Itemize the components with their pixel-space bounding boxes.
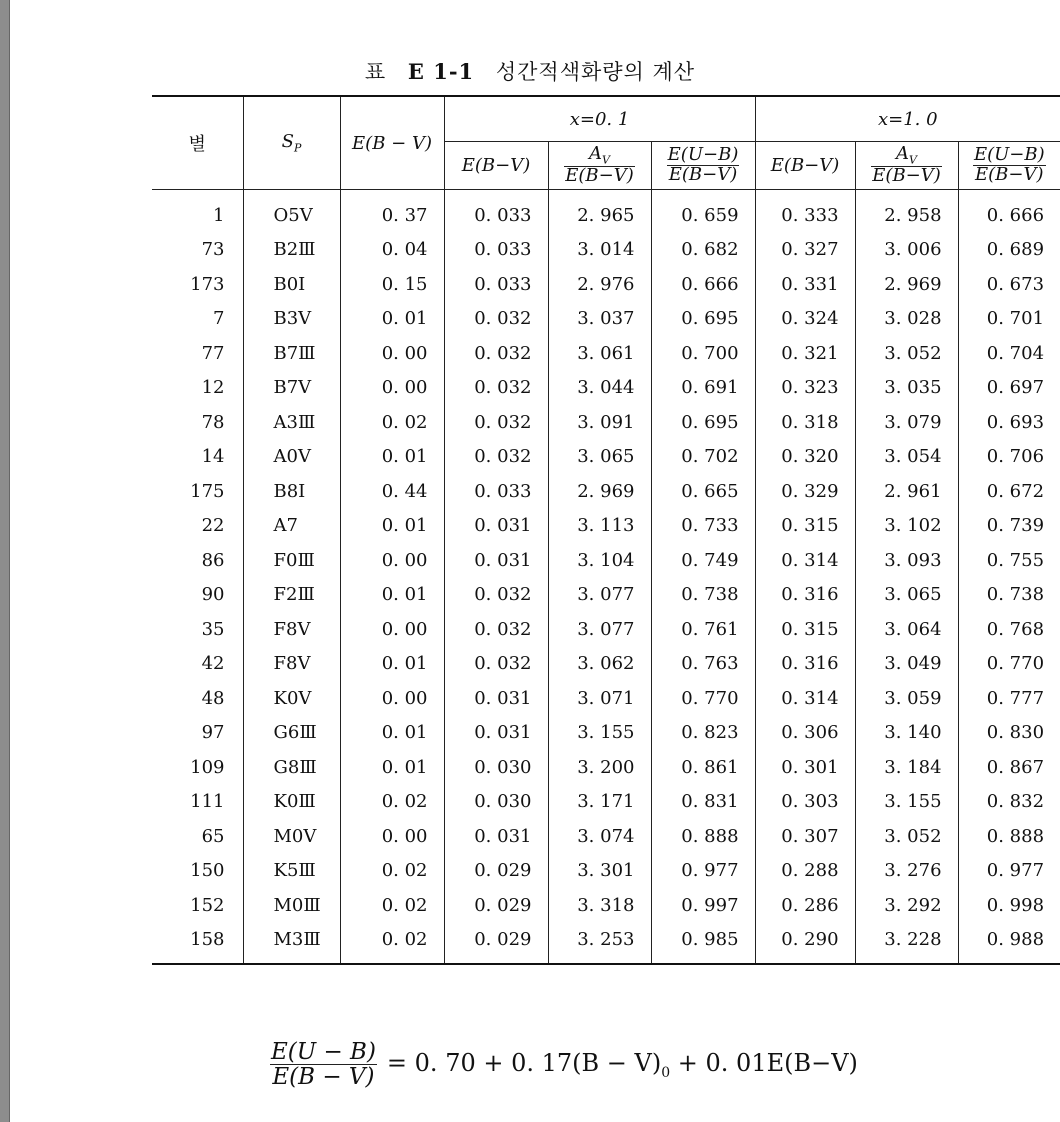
cell-x01-ebv: 0. 033 <box>444 233 548 268</box>
cell-x01-eub-ratio: 0. 682 <box>651 233 755 268</box>
cell-x10-ebv: 0. 301 <box>755 750 855 785</box>
formula-fraction <box>270 1040 377 1089</box>
cell-x10-av-ratio: 3. 276 <box>855 854 958 889</box>
cell-x01-eub-ratio: 0. 831 <box>651 785 755 820</box>
cell-ebv: 0. 02 <box>340 785 444 820</box>
cell-x01-ebv: 0. 033 <box>444 267 548 302</box>
formula-rhs-main: = 0. 70 + 0. 17(B − V) <box>386 1048 662 1077</box>
cell-x01-av-ratio: 3. 200 <box>548 750 651 785</box>
cell-star: 97 <box>201 722 225 744</box>
cell-x01-eub-ratio: 0. 761 <box>651 612 755 647</box>
cell-star: 77 <box>201 342 225 364</box>
cell-star: 7 <box>213 308 225 330</box>
table-row <box>152 681 1060 716</box>
cell-sp: B0Ⅰ <box>243 267 340 302</box>
cell-ebv: 0. 00 <box>340 612 444 647</box>
cell-x01-ebv: 0. 031 <box>444 543 548 578</box>
cell-sp: M3Ⅲ <box>243 923 340 965</box>
cell-star: 86 <box>201 549 225 571</box>
cell-x10-eub-ratio: 0. 689 <box>958 233 1060 268</box>
cell-sp: K0V <box>243 681 340 716</box>
cell-x01-ebv: 0. 032 <box>444 440 548 475</box>
cell-sp: F8V <box>243 612 340 647</box>
cell-x01-av-ratio: 3. 061 <box>548 336 651 371</box>
cell-x10-av-ratio: 2. 961 <box>855 474 958 509</box>
cell-star: 173 <box>190 273 225 295</box>
cell-x10-eub-ratio: 0. 888 <box>958 819 1060 854</box>
cell-x10-eub-ratio: 0. 830 <box>958 716 1060 751</box>
cell-x01-av-ratio: 2. 976 <box>548 267 651 302</box>
cell-x10-av-ratio: 3. 006 <box>855 233 958 268</box>
cell-x10-eub-ratio: 0. 777 <box>958 681 1060 716</box>
cell-x10-ebv: 0. 286 <box>755 888 855 923</box>
cell-x10-ebv: 0. 303 <box>755 785 855 820</box>
cell-x10-av-ratio: 3. 054 <box>855 440 958 475</box>
table-row <box>152 509 1060 544</box>
cell-sp: B8Ⅰ <box>243 474 340 509</box>
cell-x10-eub-ratio: 0. 867 <box>958 750 1060 785</box>
table-row <box>152 233 1060 268</box>
cell-star: 12 <box>201 377 225 399</box>
cell-star: 42 <box>201 653 225 675</box>
table-caption <box>0 56 1060 86</box>
cell-sp: O5V <box>243 190 340 233</box>
cell-star: 78 <box>201 411 225 433</box>
header-ebv-x10: E(B−V) <box>755 142 855 190</box>
cell-ebv: 0. 01 <box>340 578 444 613</box>
cell-x10-ebv: 0. 316 <box>755 647 855 682</box>
cell-x01-av-ratio: 3. 071 <box>548 681 651 716</box>
table-body <box>152 190 1060 965</box>
cell-star: 90 <box>201 584 225 606</box>
cell-x01-ebv: 0. 031 <box>444 509 548 544</box>
cell-star: 158 <box>190 929 225 951</box>
cell-x01-eub-ratio: 0. 700 <box>651 336 755 371</box>
cell-x10-av-ratio: 3. 065 <box>855 578 958 613</box>
cell-x01-eub-ratio: 0. 691 <box>651 371 755 406</box>
header-group-x10: x=1. 0 <box>755 96 1060 142</box>
cell-x01-ebv: 0. 029 <box>444 923 548 965</box>
av-sub: V <box>602 153 610 167</box>
cell-x10-ebv: 0. 323 <box>755 371 855 406</box>
cell-x10-ebv: 0. 320 <box>755 440 855 475</box>
cell-x10-av-ratio: 3. 052 <box>855 336 958 371</box>
cell-x01-av-ratio: 3. 062 <box>548 647 651 682</box>
cell-x10-av-ratio: 3. 028 <box>855 302 958 337</box>
cell-ebv: 0. 02 <box>340 888 444 923</box>
cell-ebv: 0. 00 <box>340 681 444 716</box>
cell-x10-av-ratio: 3. 035 <box>855 371 958 406</box>
cell-x01-av-ratio: 3. 077 <box>548 612 651 647</box>
table-row <box>152 302 1060 337</box>
eub-num: E(U−B) <box>973 144 1045 166</box>
reddening-formula <box>270 1040 858 1089</box>
header-group-x01: x=0. 1 <box>444 96 755 142</box>
table-row <box>152 716 1060 751</box>
cell-x01-eub-ratio: 0. 695 <box>651 302 755 337</box>
cell-x10-ebv: 0. 315 <box>755 509 855 544</box>
cell-x01-av-ratio: 3. 044 <box>548 371 651 406</box>
cell-x01-eub-ratio: 0. 861 <box>651 750 755 785</box>
reddening-table <box>152 95 1060 965</box>
cell-x10-eub-ratio: 0. 832 <box>958 785 1060 820</box>
formula-den: E(B − V) <box>272 1064 375 1091</box>
cell-x10-eub-ratio: 0. 706 <box>958 440 1060 475</box>
cell-x10-eub-ratio: 0. 998 <box>958 888 1060 923</box>
cell-x01-ebv: 0. 032 <box>444 302 548 337</box>
cell-x10-av-ratio: 2. 958 <box>855 190 958 233</box>
cell-x01-ebv: 0. 029 <box>444 854 548 889</box>
cell-x10-av-ratio: 3. 102 <box>855 509 958 544</box>
cell-sp: G6Ⅲ <box>243 716 340 751</box>
cell-x01-av-ratio: 3. 037 <box>548 302 651 337</box>
cell-sp: F2Ⅲ <box>243 578 340 613</box>
cell-x10-ebv: 0. 333 <box>755 190 855 233</box>
cell-x10-av-ratio: 3. 184 <box>855 750 958 785</box>
cell-ebv: 0. 01 <box>340 716 444 751</box>
cell-x01-ebv: 0. 032 <box>444 647 548 682</box>
table-row <box>152 750 1060 785</box>
cell-x01-eub-ratio: 0. 695 <box>651 405 755 440</box>
table-row <box>152 578 1060 613</box>
cell-x01-av-ratio: 3. 113 <box>548 509 651 544</box>
cell-ebv: 0. 01 <box>340 647 444 682</box>
cell-x01-av-ratio: 3. 171 <box>548 785 651 820</box>
cell-x01-ebv: 0. 032 <box>444 578 548 613</box>
cell-x10-av-ratio: 3. 064 <box>855 612 958 647</box>
cell-x01-eub-ratio: 0. 888 <box>651 819 755 854</box>
cell-x01-ebv: 0. 029 <box>444 888 548 923</box>
table-row <box>152 923 1060 965</box>
cell-x10-av-ratio: 3. 059 <box>855 681 958 716</box>
cell-x10-eub-ratio: 0. 673 <box>958 267 1060 302</box>
cell-x10-av-ratio: 3. 079 <box>855 405 958 440</box>
cell-star: 65 <box>201 825 225 847</box>
eub-num: E(U−B) <box>667 144 739 166</box>
cell-x01-ebv: 0. 031 <box>444 819 548 854</box>
cell-x10-eub-ratio: 0. 739 <box>958 509 1060 544</box>
cell-sp: A7 <box>243 509 340 544</box>
cell-x10-ebv: 0. 316 <box>755 578 855 613</box>
header-eub-ratio-x01 <box>651 142 755 190</box>
cell-x01-ebv: 0. 033 <box>444 190 548 233</box>
cell-x10-eub-ratio: 0. 738 <box>958 578 1060 613</box>
av-num: A <box>589 142 603 164</box>
header-ebv-x01: E(B−V) <box>444 142 548 190</box>
cell-x01-eub-ratio: 0. 702 <box>651 440 755 475</box>
table-row <box>152 543 1060 578</box>
cell-x10-av-ratio: 3. 049 <box>855 647 958 682</box>
header-star: 별 <box>188 134 206 155</box>
formula-rhs-tail: + 0. 01E(B−V) <box>670 1048 858 1077</box>
cell-star: 48 <box>201 687 225 709</box>
table-row <box>152 336 1060 371</box>
formula-rhs <box>387 1049 858 1081</box>
header-av-ratio-x01 <box>548 142 651 190</box>
cell-x10-ebv: 0. 314 <box>755 681 855 716</box>
cell-x10-ebv: 0. 307 <box>755 819 855 854</box>
cell-x10-eub-ratio: 0. 768 <box>958 612 1060 647</box>
cell-x01-ebv: 0. 030 <box>444 750 548 785</box>
cell-x10-av-ratio: 3. 292 <box>855 888 958 923</box>
cell-x10-ebv: 0. 306 <box>755 716 855 751</box>
table-row <box>152 888 1060 923</box>
cell-ebv: 0. 04 <box>340 233 444 268</box>
cell-star: 152 <box>190 894 225 916</box>
cell-x10-av-ratio: 2. 969 <box>855 267 958 302</box>
av-sub: V <box>909 153 917 167</box>
cell-x01-ebv: 0. 031 <box>444 716 548 751</box>
cell-ebv: 0. 00 <box>340 819 444 854</box>
table-row <box>152 785 1060 820</box>
cell-x01-eub-ratio: 0. 665 <box>651 474 755 509</box>
caption-prefix: 표 <box>364 60 387 84</box>
table-row <box>152 854 1060 889</box>
av-num: A <box>896 142 910 164</box>
cell-star: 1 <box>213 204 225 226</box>
cell-star: 22 <box>201 515 225 537</box>
cell-star: 111 <box>190 791 225 813</box>
cell-ebv: 0. 02 <box>340 854 444 889</box>
header-sp-label: S <box>281 131 294 153</box>
cell-x01-eub-ratio: 0. 985 <box>651 923 755 965</box>
formula-num: E(U − B) <box>271 1039 376 1065</box>
cell-star: 109 <box>190 756 225 778</box>
cell-sp: F0Ⅲ <box>243 543 340 578</box>
cell-x10-ebv: 0. 324 <box>755 302 855 337</box>
cell-sp: B7V <box>243 371 340 406</box>
cell-ebv: 0. 00 <box>340 336 444 371</box>
cell-x10-ebv: 0. 331 <box>755 267 855 302</box>
cell-x01-eub-ratio: 0. 659 <box>651 190 755 233</box>
cell-x10-ebv: 0. 315 <box>755 612 855 647</box>
cell-ebv: 0. 37 <box>340 190 444 233</box>
cell-x01-ebv: 0. 032 <box>444 371 548 406</box>
cell-x10-eub-ratio: 0. 666 <box>958 190 1060 233</box>
cell-x01-av-ratio: 3. 301 <box>548 854 651 889</box>
cell-x10-ebv: 0. 288 <box>755 854 855 889</box>
cell-x01-eub-ratio: 0. 977 <box>651 854 755 889</box>
formula-rhs-sub: 0 <box>661 1064 671 1081</box>
cell-x01-eub-ratio: 0. 738 <box>651 578 755 613</box>
cell-x01-av-ratio: 3. 065 <box>548 440 651 475</box>
cell-x10-av-ratio: 3. 228 <box>855 923 958 965</box>
cell-x01-av-ratio: 2. 965 <box>548 190 651 233</box>
cell-sp: M0Ⅲ <box>243 888 340 923</box>
cell-x10-eub-ratio: 0. 704 <box>958 336 1060 371</box>
cell-x01-ebv: 0. 032 <box>444 612 548 647</box>
cell-x01-eub-ratio: 0. 733 <box>651 509 755 544</box>
cell-star: 14 <box>201 446 225 468</box>
cell-x01-eub-ratio: 0. 749 <box>651 543 755 578</box>
cell-x01-ebv: 0. 030 <box>444 785 548 820</box>
table-row <box>152 647 1060 682</box>
cell-sp: G8Ⅲ <box>243 750 340 785</box>
cell-x01-eub-ratio: 0. 666 <box>651 267 755 302</box>
cell-sp: M0V <box>243 819 340 854</box>
cell-x10-av-ratio: 3. 052 <box>855 819 958 854</box>
cell-x01-av-ratio: 3. 091 <box>548 405 651 440</box>
header-av-ratio-x10 <box>855 142 958 190</box>
table-row <box>152 440 1060 475</box>
table-row <box>152 371 1060 406</box>
cell-sp: A3Ⅲ <box>243 405 340 440</box>
cell-x01-ebv: 0. 032 <box>444 405 548 440</box>
table-row <box>152 819 1060 854</box>
cell-x10-eub-ratio: 0. 977 <box>958 854 1060 889</box>
cell-x01-av-ratio: 3. 077 <box>548 578 651 613</box>
cell-ebv: 0. 44 <box>340 474 444 509</box>
cell-x01-eub-ratio: 0. 763 <box>651 647 755 682</box>
cell-x10-ebv: 0. 327 <box>755 233 855 268</box>
cell-star: 150 <box>190 860 225 882</box>
cell-x01-eub-ratio: 0. 997 <box>651 888 755 923</box>
header-sp-sub: P <box>293 141 302 155</box>
cell-ebv: 0. 01 <box>340 750 444 785</box>
cell-ebv: 0. 02 <box>340 923 444 965</box>
cell-x01-av-ratio: 3. 074 <box>548 819 651 854</box>
cell-x01-av-ratio: 3. 318 <box>548 888 651 923</box>
cell-x10-eub-ratio: 0. 701 <box>958 302 1060 337</box>
eub-den: E(B−V) <box>668 164 738 185</box>
header-eub-ratio-x10 <box>958 142 1060 190</box>
cell-x10-ebv: 0. 318 <box>755 405 855 440</box>
eub-den: E(B−V) <box>975 164 1044 185</box>
page-edge-bar <box>0 0 10 1122</box>
cell-x01-ebv: 0. 031 <box>444 681 548 716</box>
caption-title: 성간적색화량의 계산 <box>495 60 696 84</box>
cell-ebv: 0. 01 <box>340 509 444 544</box>
header-sp <box>243 96 340 190</box>
cell-x10-ebv: 0. 290 <box>755 923 855 965</box>
table-row <box>152 405 1060 440</box>
cell-x01-eub-ratio: 0. 770 <box>651 681 755 716</box>
cell-x10-eub-ratio: 0. 693 <box>958 405 1060 440</box>
cell-ebv: 0. 01 <box>340 440 444 475</box>
cell-x10-eub-ratio: 0. 697 <box>958 371 1060 406</box>
cell-sp: B7Ⅲ <box>243 336 340 371</box>
cell-x01-av-ratio: 3. 014 <box>548 233 651 268</box>
cell-x01-av-ratio: 2. 969 <box>548 474 651 509</box>
cell-x10-ebv: 0. 314 <box>755 543 855 578</box>
cell-star: 73 <box>201 239 225 261</box>
cell-x01-eub-ratio: 0. 823 <box>651 716 755 751</box>
table-row <box>152 190 1060 233</box>
cell-x10-av-ratio: 3. 155 <box>855 785 958 820</box>
table-row <box>152 474 1060 509</box>
cell-sp: K5Ⅲ <box>243 854 340 889</box>
cell-x01-ebv: 0. 033 <box>444 474 548 509</box>
cell-sp: A0V <box>243 440 340 475</box>
cell-x10-eub-ratio: 0. 988 <box>958 923 1060 965</box>
cell-sp: B3V <box>243 302 340 337</box>
caption-id: E 1-1 <box>407 59 475 84</box>
cell-sp: K0Ⅲ <box>243 785 340 820</box>
cell-ebv: 0. 00 <box>340 371 444 406</box>
cell-x10-ebv: 0. 329 <box>755 474 855 509</box>
cell-x10-ebv: 0. 321 <box>755 336 855 371</box>
table-row <box>152 267 1060 302</box>
cell-sp: B2Ⅲ <box>243 233 340 268</box>
cell-x01-av-ratio: 3. 155 <box>548 716 651 751</box>
cell-ebv: 0. 15 <box>340 267 444 302</box>
cell-x01-av-ratio: 3. 104 <box>548 543 651 578</box>
cell-x10-av-ratio: 3. 093 <box>855 543 958 578</box>
header-ebv: E(B − V) <box>340 96 444 190</box>
cell-star: 35 <box>201 618 225 640</box>
cell-x10-eub-ratio: 0. 755 <box>958 543 1060 578</box>
cell-ebv: 0. 02 <box>340 405 444 440</box>
cell-x10-eub-ratio: 0. 770 <box>958 647 1060 682</box>
cell-x01-av-ratio: 3. 253 <box>548 923 651 965</box>
cell-x10-eub-ratio: 0. 672 <box>958 474 1060 509</box>
cell-ebv: 0. 00 <box>340 543 444 578</box>
cell-star: 175 <box>190 480 225 502</box>
cell-ebv: 0. 01 <box>340 302 444 337</box>
av-den: E(B−V) <box>872 165 941 187</box>
table-row <box>152 612 1060 647</box>
cell-x10-av-ratio: 3. 140 <box>855 716 958 751</box>
cell-sp: F8V <box>243 647 340 682</box>
av-den: E(B−V) <box>565 165 634 187</box>
cell-x01-ebv: 0. 032 <box>444 336 548 371</box>
